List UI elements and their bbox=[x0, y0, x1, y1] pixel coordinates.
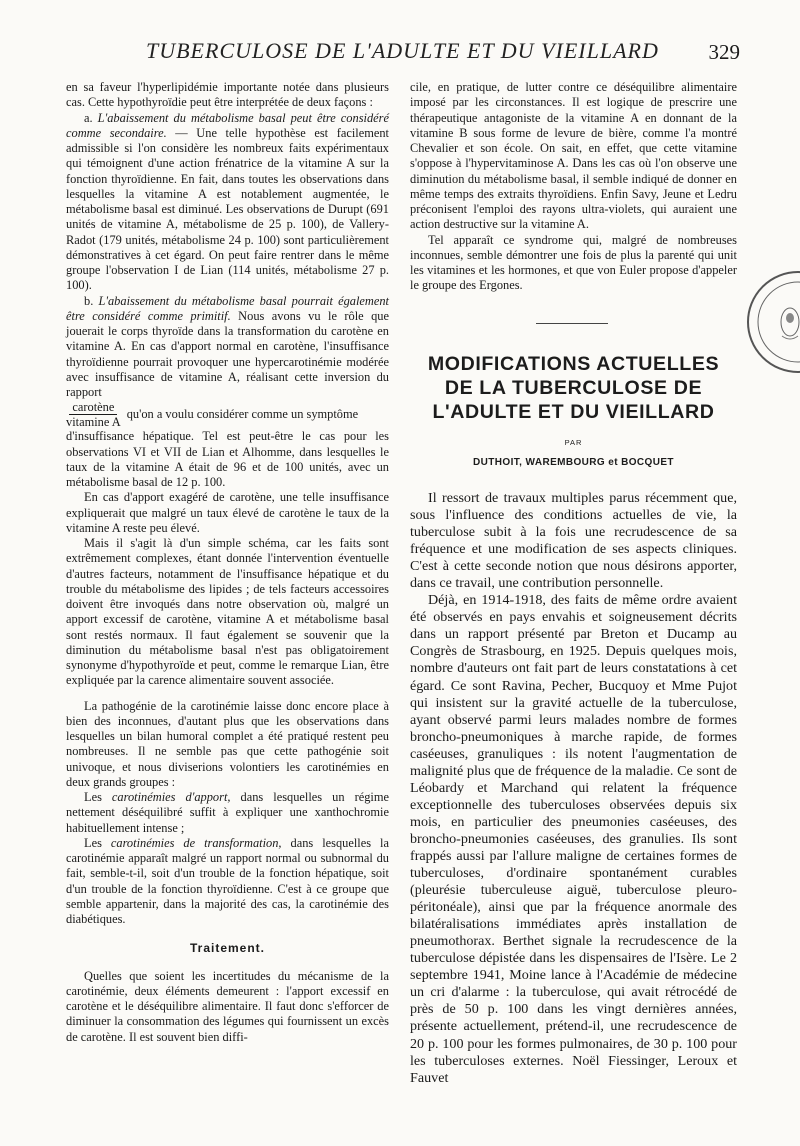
right-column-top bbox=[410, 80, 737, 294]
page-number: 329 bbox=[708, 40, 740, 64]
paragraph: Les carotinémies de transformation, dans lesquelles la carotinémie apparaît malgré un rapport normal ou subnormal du fait, semble-t-il, soit d'un trouble de la fonction hépatique, soit d'un trouble de la fonction thyroïdienne. C'est à ce groupe que semble appartenir, dans la majorité des cas, la carotinémie des diabétiques. bbox=[66, 835, 389, 926]
paragraph: Les carotinémies d'apport, dans lesquelles un régime nettement déséquilibré suffit à expliquer une xanthochromie habituellement intense ; bbox=[66, 790, 389, 835]
fraction-denominator: vitamine A bbox=[66, 415, 121, 430]
paragraph: En cas d'apport exagéré de carotène, une telle insuffisance expliquerait que malgré un taux élevé de carotène le taux de la vitamine A reste peu élevé. bbox=[66, 490, 389, 535]
paragraph: Mais il s'agit là d'un simple schéma, car les faits sont extrêmement complexes, étant donnée l'intervention éventuelle d'autres facteurs, notamment de l'insuffisance hépatique et du trouble du métabolisme des lipides ; de tels facteurs accessoires doivent être invoqués dans notre observation où, malgré un apport excessif de carotène, vitamine A et métabolisme basal sont restés normaux. Il faut également se souvenir que la diminution du métabolisme basal n'est pas obligatoirement synonyme d'hypothyroïde et peut, comme le remarque Lian, être expliquée par la carence alimentaire souvent associée. bbox=[66, 536, 389, 688]
section-divider bbox=[536, 323, 608, 324]
article-title: MODIFICATIONS ACTUELLES DE LA TUBERCULOSE DE L'ADULTE ET DU VIEILLARD bbox=[427, 353, 720, 423]
paragraph: a. L'abaissement du métabolisme basal peut être considéré comme secondaire. — Une telle hypothèse est facilement admissible si l'on considère les nombreux faits expérimentaux qui témoignent d'une action frénatrice de la vitamine A sur la fonction thyroïdienne. En fait, dans toutes les observations dans lesquelles la vitamine A est notablement augmentée, le métabolisme basal est diminué. Les observations de Durupt (691 unités de vitamine A, métabolisme de 25 p. 100), de Vallery-Radot (179 unités, métabolisme 24 p. 100) sont particulièrement démonstratives à cet égard. On peut faire rentrer dans le même groupe l'observation I de Lian (114 unités, métabolisme 27 p. 100). bbox=[66, 110, 389, 293]
paragraph: en sa faveur l'hyperlipidémie importante notée dans plusieurs cas. Cette hypothyroïdie peut être interprétée de deux façons : bbox=[66, 80, 389, 110]
running-title: TUBERCULOSE DE L'ADULTE ET DU VIEILLARD bbox=[146, 38, 659, 63]
paragraph: d'insuffisance hépatique. Tel est peut-être le cas pour les observations VI et VII de Lian et Alhomme, dans lesquelles le taux de la vitamine A était de 96 et de 100 unités, avec un métabolisme basal de 12 p. 100. bbox=[66, 429, 389, 489]
running-header bbox=[60, 38, 740, 68]
section-heading: Traitement. bbox=[189, 941, 266, 956]
paragraph: Il ressort de travaux multiples parus récemment que, sous l'influence des conditions actuelles de vie, la tuberculose subit à la fois une recrudescence de sa fréquence et une modification de ses aspects cliniques. C'est à cette seconde notion que nous désirons apporter, dans ce travail, une contribution personnelle. bbox=[410, 490, 737, 592]
left-column bbox=[66, 80, 389, 1045]
paragraph: Tel apparaît ce syndrome qui, malgré de nombreuses inconnues, semble démontrer une fois de plus la parenté qui unit les vitamines et les hormones, et que von Euler propose d'appeler le groupe des Ergones. bbox=[410, 232, 737, 293]
ratio-fraction bbox=[66, 400, 389, 429]
paragraph: b. L'abaissement du métabolisme basal pourrait également être considéré comme primitif. Nous avons vu le rôle que jouerait le corps thyroïde dans la transformation du carotène en vitamine A. En cas d'apport normal en carotène, l'insuffisance thyroïdienne pourrait provoquer une hypercarotinémie modérée avec insuffisance de vitamine A, réalisant cette inversion du rapport bbox=[66, 293, 390, 399]
article-authors: DUTHOIT, WAREMBOURG et BOCQUET bbox=[473, 457, 674, 468]
fraction-trailing-text: qu'on a voulu considérer comme un symptôme bbox=[126, 407, 359, 422]
byline-par: PAR bbox=[564, 438, 583, 447]
stamp-seal-icon bbox=[740, 262, 800, 382]
library-stamp bbox=[740, 262, 800, 382]
paragraph: Quelles que soient les incertitudes du mécanisme de la carotinémie, deux éléments demeurent : l'apport excessif en carotène et le déséquilibre alimentaire. Il faut donc s'efforcer de diminuer la consommation des légumes qui fournissent un excès de carotène. Il est souvent bien diffi- bbox=[66, 968, 389, 1044]
italic-heading: L'abaissement du métabolisme basal pourrait également être considéré comme primitif. bbox=[66, 293, 389, 323]
fraction-numerator: carotène bbox=[69, 400, 117, 415]
paragraph: La pathogénie de la carotinémie laisse donc encore place à bien des inconnues, d'autant plus que les observations dans lesquelles un bilan humoral complet a été pratiqué restent peu nombreuses. Il ne semble pas que cette pathogénie soit univoque, et nous diviserions volontiers les carotinémies en deux grands groupes : bbox=[66, 698, 389, 789]
italic-heading: L'abaissement du métabolisme basal peut être considéré comme secondaire. bbox=[66, 110, 389, 140]
paragraph: Déjà, en 1914-1918, des faits de même ordre avaient été observés en pays envahis et soigneusement décrits dans un rapport présenté par Breton et Ducamp au Congrès de Strasbourg, en 1925. Depuis quelques mois, nombre d'auteurs ont fait part de leurs constatations à cet égard. Ce sont Ravina, Pecher, Bucquoy et Mme Pujot qui insistent sur la gravité actuelle de la tuberculose, ayant observé parmi leurs malades nombre de formes broncho-pneumoniques à marche rapide, de formes caséeuses, granuliques : ils notent l'augmentation de malignité plus que de fréquence de la maladie. Ce sont de Léobardy et Marchand qui relatent la fréquence exceptionnelle des tuberculoses observées depuis six mois, en particulier des pneumonies caséeuses, des broncho-pneumonies caséeuses, des granulies. Ils sont frappés aussi par l'allure maligne de certaines formes de tuberculoses, d'ordinaire spontanément curables (pleurésie tuberculeuse aiguë, tuberculose pleuro-péritonéale), ainsi que par la fréquence anormale des bilatéralisations immédiates après installation de pneumothorax. Berthet signale la recrudescence de la tuberculose dépistée dans les dispensaires de l'Isère. Le 2 septembre 1941, Moine lance à l'Académie de médecine un cri d'alarme : la tuberculose, qui avait rétrocédé de près de 50 p. 100 dans les vingt dernières années, présente actuellement, prétend-il, une recrudescence de 20 p. 100 pour les formes pulmonaires, de 30 p. 100 pour les tuberculoses externes. Noël Fiessinger, Leroux et Fauvet bbox=[410, 592, 737, 1086]
article-body bbox=[410, 490, 737, 1087]
paragraph: cile, en pratique, de lutter contre ce déséquilibre alimentaire imposé par les circonstances. Il est logique de prescrire une thérapeutique antagoniste de la vitamine A en donnant de la vitamine B sous forme de levure de bière, comme l'a montré Chevalier et son école. On sait, en effet, que cette vitamine s'oppose à l'hypervitaminose A. Dans les cas où l'on observe une diminution du métabolisme basal, il semble indiqué de donner en même temps des extraits thyroïdiens. Enfin Savy, Jeune et Ledru préconisent l'emploi des rayons ultra-violets, qui auraient une action destructive sur la vitamine A. bbox=[410, 80, 737, 232]
